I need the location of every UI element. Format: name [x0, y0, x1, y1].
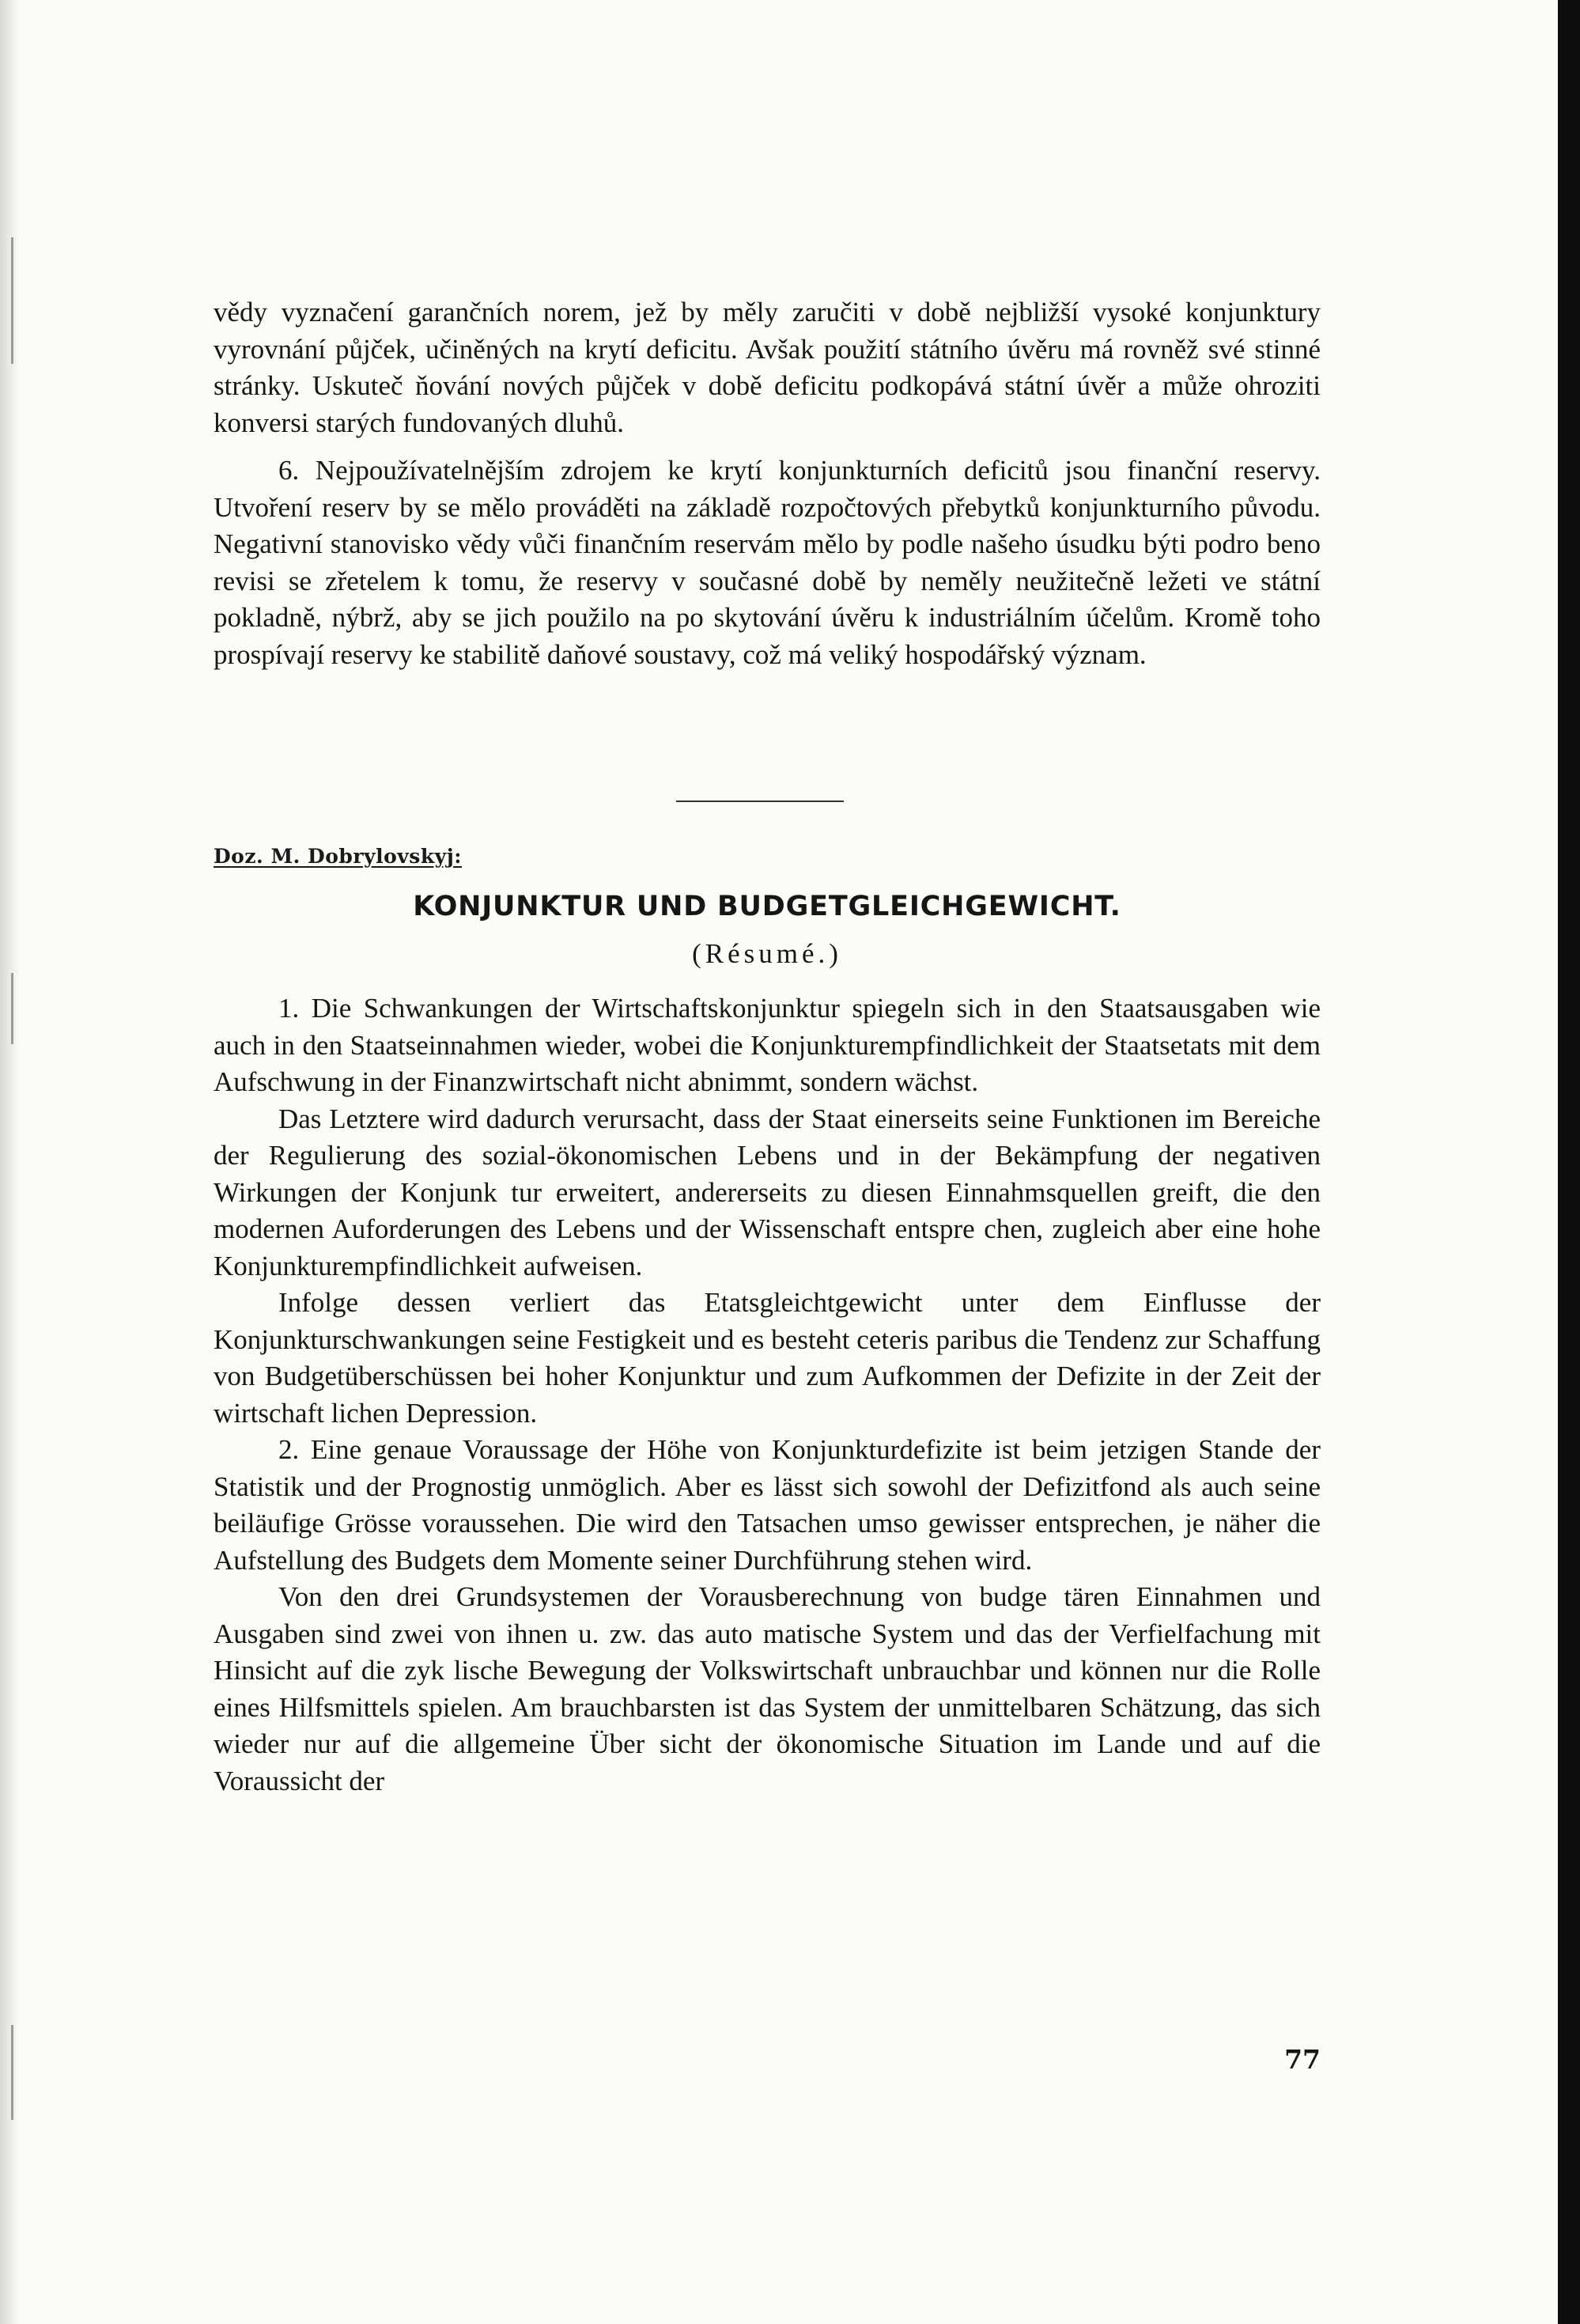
- text-line: 2. Eine genaue Voraussage der Höhe von Konjunkturdefizite ist: [278, 1434, 1032, 1465]
- gutter-mark: [11, 973, 13, 1044]
- paragraph: [214, 990, 1321, 1101]
- gutter-mark: [11, 237, 13, 364]
- text-line: jsou finanční reservy. Utvoření reserv by se mělo prováděti na základě: [214, 455, 1321, 523]
- text-line: die Konjunkturempfindlichkeit der Staatsetats mit dem Aufschwung: [214, 1029, 1321, 1097]
- text-line: vysoké konjunktury vyrovnání půjček, učiněných na krytí deficitu.: [214, 297, 1321, 365]
- text-line: beim jetzigen Stande der Statistik und der Prognostig unmöglich. Aber: [214, 1434, 1321, 1502]
- text-line: in den Staatsausgaben wie auch in den Staatseinnahmen wieder, wobei: [214, 993, 1321, 1061]
- gutter-mark: [11, 2025, 13, 2120]
- page-number: 77: [1284, 2044, 1321, 2075]
- text-line: lische Bewegung der Volkswirtschaft unbrauchbar und können nur die: [453, 1655, 1261, 1686]
- text-line: ohroziti konversi starých fundovaných dluhů.: [214, 370, 1321, 438]
- czech-text-block: [214, 294, 1321, 673]
- text-line: Konjunktur und zum Aufkommen der Defizite in der Zeit der wirtschaft: [214, 1361, 1321, 1429]
- text-line: rozpočtových přebytků konjunkturního původu. Negativní stanovisko: [214, 491, 1321, 559]
- text-line: es lässt sich sowohl der Defizitfond als auch seine beiläufige Grösse: [214, 1470, 1321, 1539]
- text-line: tur erweitert, andererseits zu diesen Einnahmsquellen greift, die den: [511, 1176, 1321, 1208]
- paragraph-point-6: [214, 452, 1321, 673]
- text-line: ňování nových půjček v době deficitu podkopává státní úvěr a může: [414, 370, 1235, 401]
- text-line: voraussehen. Die wird den Tatsachen umso gewisser entsprechen, je: [421, 1508, 1215, 1539]
- text-line: Infolge dessen verliert das Etatsgleichtgewicht unter dem Einflusse: [278, 1287, 1286, 1318]
- paragraph: [214, 1285, 1321, 1432]
- text-line: 6. Nejpoužívatelnějším zdrojem ke krytí konjunkturních deficitů: [278, 455, 1065, 486]
- text-line: neužitečně ležeti ve státní pokladně, nýbrž, aby se jich použilo na po: [214, 565, 1321, 633]
- text-line: in der Finanzwirtschaft nicht abnimmt, sondern wächst.: [361, 1066, 979, 1097]
- paragraph-continued: [214, 294, 1321, 441]
- text-line: modernen Auforderungen des Lebens und der Wissenschaft entspre: [214, 1213, 975, 1244]
- page-gutter-shadow: [0, 0, 21, 2324]
- german-text-block: [214, 990, 1321, 1800]
- section-title: KONJUNKTUR UND BUDGETGLEICHGEWICHT.: [413, 891, 1121, 922]
- text-line: stehen wird.: [897, 1544, 1033, 1576]
- text-line: der Konjunkturschwankungen seine Festigkeit und es besteht ceteris: [214, 1287, 1321, 1355]
- text-line: tären Einnahmen und Ausgaben sind zwei von ihnen u. zw. das auto: [214, 1581, 1321, 1649]
- text-line: unmittelbaren Schätzung, das sich wieder nur auf die allgemeine Über: [214, 1691, 1321, 1759]
- text-line: 1. Die Schwankungen der Wirtschaftskonjunktur spiegeln sich: [278, 993, 1014, 1024]
- text-line: Rolle eines Hilfsmittels spielen. Am brauchbarsten ist das System der: [214, 1655, 1321, 1723]
- paragraph: [214, 1101, 1321, 1285]
- section-divider: [676, 801, 844, 802]
- text-line: matische System und das der Verfielfachung mit Hinsicht auf die zyk: [214, 1618, 1321, 1686]
- text-line: seine Funktionen im Bereiche der Regulierung des sozial-ökonomischen: [214, 1103, 1321, 1171]
- text-line: Von den drei Grundsystemen der Vorausberechnung von budge: [278, 1581, 1047, 1612]
- text-line: Das Letztere wird dadurch verursacht, dass der Staat einerseits: [278, 1103, 987, 1134]
- text-line: sicht der ökonomische Situation im Lande und auf die Voraussicht der: [214, 1728, 1321, 1796]
- text-line: paribus die Tendenz zur Schaffung von Budgetüberschüssen bei hoher: [214, 1323, 1321, 1391]
- text-line: Avšak použití státního úvěru má rovněž své stinné stránky. Uskuteč: [214, 333, 1321, 401]
- text-line: chen, zugleich aber eine hohe Konjunkturempfindlichkeit aufweisen.: [214, 1213, 1321, 1281]
- section-subtitle: (Résumé.): [692, 938, 842, 969]
- text-line: vědy vůči finančním reservám mělo by podle našeho úsudku býti podro: [456, 528, 1260, 559]
- text-line: lichen Depression.: [331, 1397, 538, 1429]
- scan-border: [1558, 0, 1580, 2324]
- paragraph: [214, 1432, 1321, 1579]
- text-line: näher die Aufstellung des Budgets dem Momente seiner Durchführung: [214, 1508, 1321, 1576]
- text-line: vědy vyznačení garančních norem, jež by měly zaručiti v době nejbližší: [214, 297, 1093, 327]
- text-line: Lebens und in der Bekämpfung der negativen Wirkungen der Konjunk: [214, 1140, 1321, 1208]
- author-line: Doz. M. Dobrylovskyj:: [214, 845, 462, 868]
- text-line: beno revisi se zřetelem k tomu, že reservy v současné době by neměly: [214, 528, 1321, 596]
- text-line: skytování úvěru k industriálním účelům. Kromě toho prospívají reservy: [214, 602, 1321, 670]
- text-line: ke stabilitě daňové soustavy, což má veliký hospodářský význam.: [419, 638, 1147, 670]
- paragraph: [214, 1579, 1321, 1800]
